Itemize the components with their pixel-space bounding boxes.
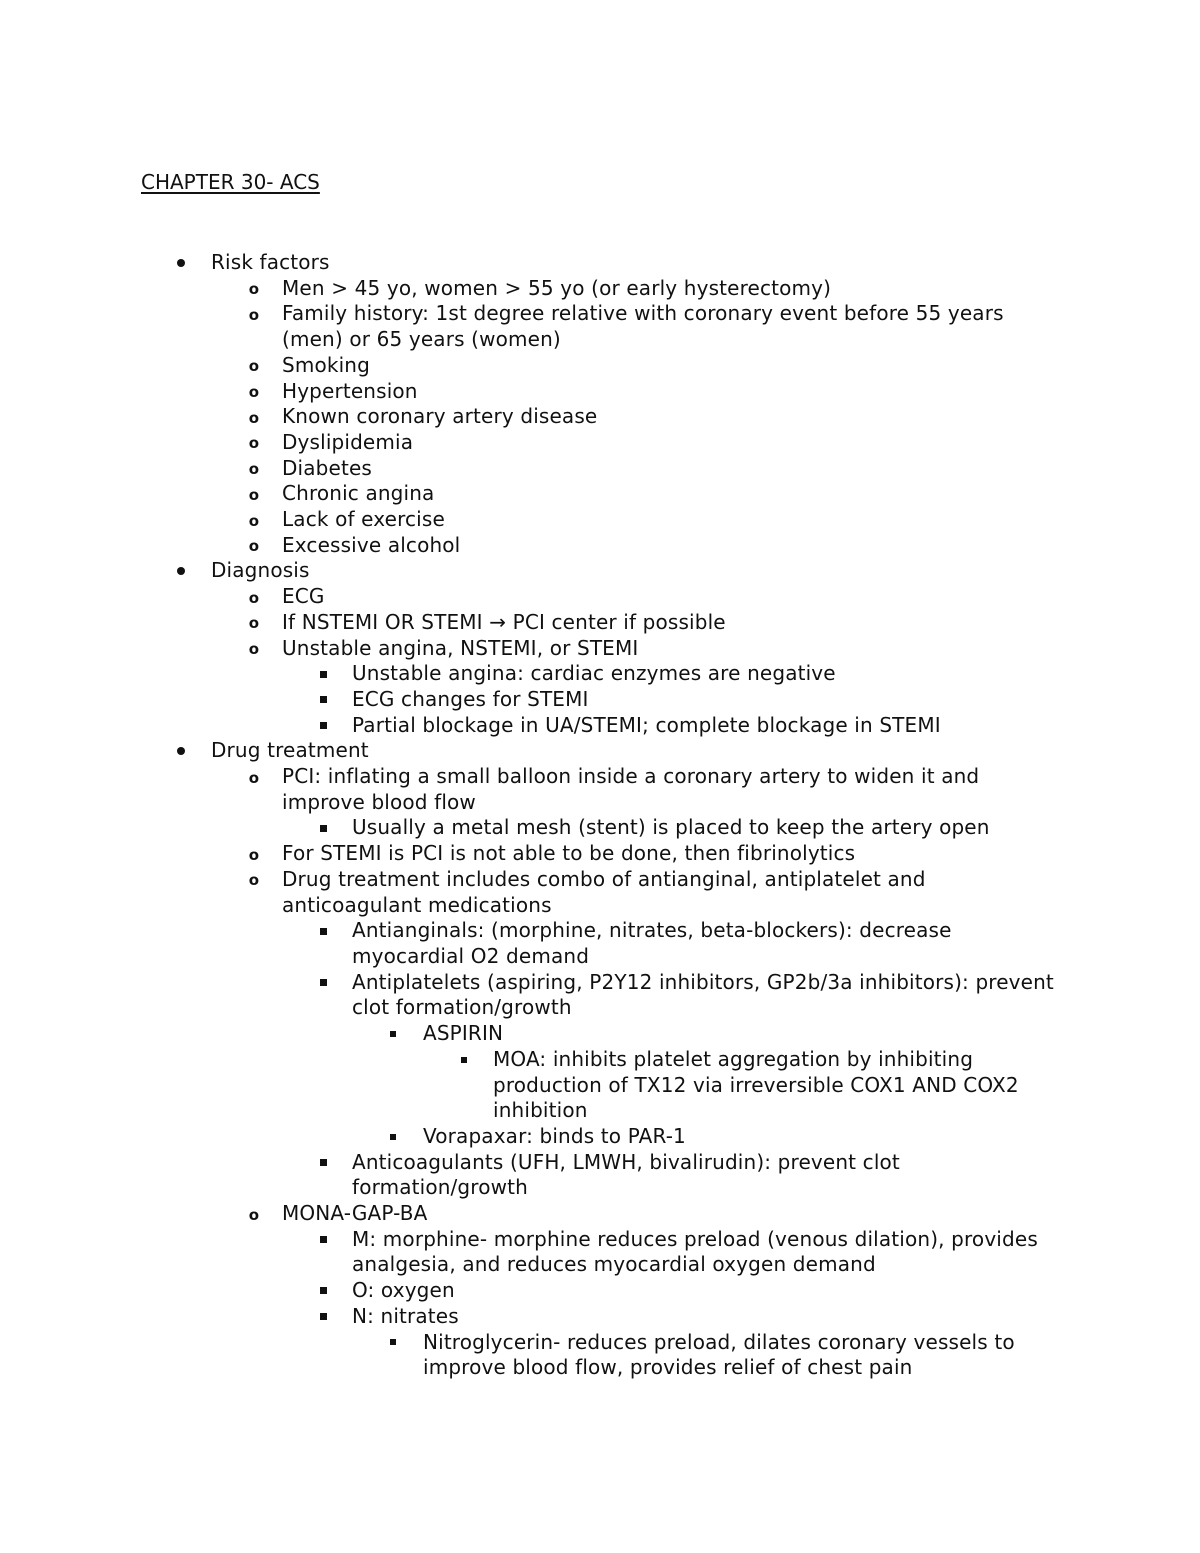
list-item-level-2 — [0, 841, 1062, 867]
bullet-o-icon: o — [248, 845, 260, 864]
list-item-level-2 — [0, 1201, 1062, 1227]
list-item-level-3 — [0, 815, 1062, 841]
list-item-level-2 — [0, 764, 1062, 815]
list-item-level-3 — [0, 1227, 1062, 1278]
list-item-text: Antianginals: (morphine, nitrates, beta-blockers): decrease myocardial O2 demand — [352, 918, 952, 968]
bullet-o-icon: o — [248, 280, 260, 299]
list-item-text: MONA-GAP-BA — [282, 1201, 428, 1226]
bullet-o-icon: o — [248, 768, 260, 787]
list-item-level-1 — [0, 738, 1051, 764]
list-item-text: Drug treatment — [211, 738, 369, 763]
bullet-dot-icon — [171, 250, 191, 276]
list-item-level-2 — [0, 533, 1062, 559]
list-item-text: If NSTEMI OR STEMI → PCI center if possible — [282, 609, 726, 634]
bullet-square-icon — [313, 661, 333, 687]
list-item-level-2 — [0, 353, 1062, 379]
bullet-dot-icon — [171, 738, 191, 764]
list-item-level-2 — [0, 379, 1062, 405]
list-item-level-2 — [0, 636, 1062, 662]
bullet-outline — [0, 250, 1200, 1381]
list-item-level-5 — [0, 1047, 1063, 1124]
list-item-level-2 — [0, 404, 1062, 430]
list-item-text: Vorapaxar: binds to PAR-1 — [423, 1123, 686, 1148]
bullet-square-icon — [383, 1330, 403, 1356]
list-item-text: Anticoagulants (UFH, LMWH, bivalirudin): prevent clot formation/growth — [352, 1149, 900, 1200]
bullet-o-icon: o — [248, 871, 260, 890]
list-item-text: ECG changes for STEMI — [352, 686, 589, 711]
bullet-o-icon: o — [248, 485, 260, 504]
list-item-text: Partial blockage in UA/STEMI; complete blockage in STEMI — [352, 712, 941, 737]
list-item-level-3 — [0, 1278, 1062, 1304]
list-item-text: Antiplatelets (aspiring, P2Y12 inhibitors, GP2b/3a inhibitors): prevent clot formation/growth — [352, 969, 1054, 1020]
list-item-text: For STEMI is PCI is not able to be done, then fibrinolytics — [282, 841, 856, 866]
bullet-o-icon: o — [248, 1205, 260, 1224]
bullet-square-icon — [454, 1047, 474, 1073]
bullet-square-icon — [383, 1124, 403, 1150]
list-item-level-2 — [0, 584, 1062, 610]
bullet-square-icon — [313, 1278, 333, 1304]
bullet-o-icon: o — [248, 588, 260, 607]
list-item-level-4 — [0, 1021, 1063, 1047]
page-title: CHAPTER 30- ACS — [141, 170, 320, 194]
list-item-text: Chronic angina — [282, 481, 435, 506]
list-item-text: Excessive alcohol — [282, 532, 461, 557]
list-item-text: M: morphine- morphine reduces preload (venous dilation), provides analgesia, and reduces myocardial oxygen demand — [352, 1226, 1038, 1277]
list-item-level-3 — [0, 661, 1062, 687]
list-item-level-2 — [0, 610, 1062, 636]
list-item-text: O: oxygen — [352, 1278, 455, 1303]
list-item-text: Family history: 1st degree relative with coronary event before 55 years (men) or 65 years (women) — [282, 301, 1004, 352]
list-item-level-2 — [0, 507, 1062, 533]
list-item-level-2 — [0, 301, 1062, 352]
list-item-text: Unstable angina, NSTEMI, or STEMI — [282, 635, 639, 660]
list-item-text: MOA: inhibits platelet aggregation by inhibiting production of TX12 via irreversible COX1 AND COX2 inhibition — [493, 1046, 1019, 1123]
list-item-text: Usually a metal mesh (stent) is placed to keep the artery open — [352, 815, 990, 840]
bullet-o-icon: o — [248, 434, 260, 453]
bullet-square-icon — [313, 1150, 333, 1176]
list-item-text: Diagnosis — [211, 558, 310, 583]
list-item-text: Dyslipidemia — [282, 429, 414, 454]
list-item-text: ASPIRIN — [423, 1021, 504, 1046]
list-item-level-2 — [0, 430, 1062, 456]
bullet-square-icon — [313, 815, 333, 841]
bullet-square-icon — [383, 1021, 403, 1047]
list-item-level-1 — [0, 558, 1051, 584]
list-item-level-3 — [0, 970, 1062, 1021]
list-item-level-4 — [0, 1124, 1063, 1150]
bullet-o-icon: o — [248, 305, 260, 324]
bullet-o-icon: o — [248, 408, 260, 427]
bullet-o-icon: o — [248, 511, 260, 530]
list-item-text: Men > 45 yo, women > 55 yo (or early hysterectomy) — [282, 275, 832, 300]
bullet-dot-icon — [171, 558, 191, 584]
bullet-square-icon — [313, 713, 333, 739]
list-item-text: Unstable angina: cardiac enzymes are negative — [352, 661, 836, 686]
list-item-text: Known coronary artery disease — [282, 404, 598, 429]
list-item-level-2 — [0, 867, 1062, 918]
bullet-o-icon: o — [248, 614, 260, 633]
list-item-text: Risk factors — [211, 250, 330, 274]
list-item-level-3 — [0, 1150, 1062, 1201]
list-item-text: Hypertension — [282, 378, 418, 403]
list-item-text: Lack of exercise — [282, 507, 445, 532]
list-item-level-4 — [0, 1330, 1063, 1381]
list-item-level-2 — [0, 276, 1062, 302]
list-item-level-1 — [0, 250, 1051, 276]
bullet-o-icon: o — [248, 357, 260, 376]
list-item-text: PCI: inflating a small balloon inside a coronary artery to widen it and improve blood flow — [282, 764, 980, 814]
list-item-text: ECG — [282, 584, 325, 609]
list-item-level-3 — [0, 918, 1062, 969]
bullet-o-icon: o — [248, 537, 260, 556]
bullet-square-icon — [313, 687, 333, 713]
list-item-level-3 — [0, 1304, 1062, 1330]
bullet-square-icon — [313, 970, 333, 996]
bullet-o-icon: o — [248, 383, 260, 402]
list-item-level-3 — [0, 713, 1062, 739]
list-item-text: N: nitrates — [352, 1303, 459, 1328]
list-item-text: Nitroglycerin- reduces preload, dilates coronary vessels to improve blood flow, provides relief of chest pain — [423, 1329, 1015, 1380]
bullet-square-icon — [313, 1227, 333, 1253]
bullet-square-icon — [313, 918, 333, 944]
bullet-o-icon: o — [248, 460, 260, 479]
list-item-text: Drug treatment includes combo of antianginal, antiplatelet and anticoagulant medications — [282, 866, 926, 917]
bullet-o-icon: o — [248, 640, 260, 659]
list-item-level-3 — [0, 687, 1062, 713]
list-item-level-2 — [0, 481, 1062, 507]
list-item-text: Smoking — [282, 352, 370, 377]
list-item-text: Diabetes — [282, 455, 372, 480]
bullet-square-icon — [313, 1304, 333, 1330]
list-item-level-2 — [0, 456, 1062, 482]
